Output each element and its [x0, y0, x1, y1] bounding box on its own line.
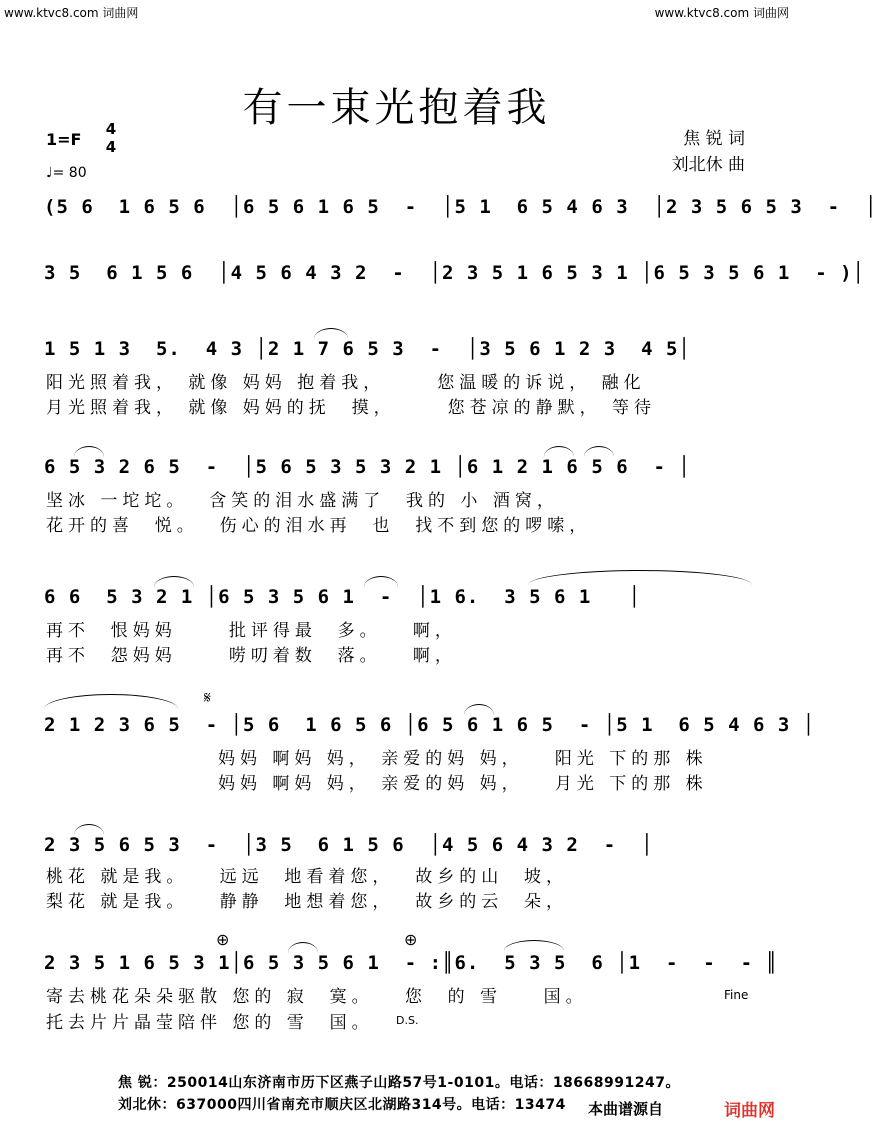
system-6	[44, 712, 816, 748]
lyrics-3-verse1: 阳光照着我， 就像 妈妈 抱着我， 您温暖的诉说， 融化	[46, 373, 646, 393]
lyrics-6-verse1: 妈妈 啊妈 妈， 亲爱的妈 妈， 阳光 下的那 株	[218, 749, 708, 769]
lyrics-7-verse1: 桃花 就是我。 远远 地看着您， 故乡的山 坡，	[46, 867, 569, 887]
segno-sign: 𝄋	[204, 688, 211, 707]
slur-long	[528, 570, 752, 585]
slur-long	[44, 694, 178, 709]
time-sig-top: 4	[105, 120, 117, 138]
composer-credit: 刘北休 曲	[671, 155, 745, 175]
notes-5: 6 6 5 3 2 1 │6 5 3 5 6 1 - │1 6. 3 5 6 1 │	[44, 586, 642, 608]
lyrics-8-verse2: 托去片片晶莹陪伴 您的 雪 国。	[46, 1013, 374, 1033]
lyricist-credit: 焦 锐 词	[683, 129, 745, 149]
lyrics-5-verse2: 再不 怨妈妈 唠叨着数 落。 啊，	[46, 646, 457, 666]
lyrics-5-verse1: 再不 恨妈妈 批评得最 多。 啊，	[46, 621, 457, 641]
lyrics-4-verse1: 坚冰 一坨坨。 含笑的泪水盛满了 我的 小 酒窝，	[46, 491, 559, 511]
key-signature: 1=F	[46, 130, 82, 149]
notes-6: 2 1 2 3 6 5 - │5 6 1 6 5 6 │6 5 6 1 6 5 - │5 1 6 5 4 6 3 │	[44, 714, 816, 736]
lyrics-7-verse2: 梨花 就是我。 静静 地想着您， 故乡的云 朵，	[46, 892, 569, 912]
time-signature	[104, 120, 118, 156]
system-3	[44, 336, 752, 372]
time-sig-bottom: 4	[105, 138, 117, 156]
notes-2: 3 5 6 1 5 6 │4 5 6 4 3 2 - │2 3 5 1 6 5 3 1 │6 5 3 5 6 1 - )│	[44, 262, 865, 284]
system-1	[44, 194, 877, 230]
lyrics-6-verse2: 妈妈 啊妈 妈， 亲爱的妈 妈， 月光 下的那 株	[218, 774, 708, 794]
notes-1: (5 6 1 6 5 6 │6 5 6 1 6 5 - │5 1 6 5 4 6 3 │2 3 5 6 5 3 - │	[44, 196, 877, 218]
coda-sign-2: ⊕	[404, 930, 418, 949]
notes-4: 6 5 3 2 6 5 - │5 6 5 3 5 3 2 1 │6 1 2 1 6 5 6 - │	[44, 456, 691, 478]
watermark-left: www.ktvc8.com 词曲网	[4, 6, 139, 20]
tempo-marking: ♩= 80	[46, 165, 87, 181]
watermark-right: www.ktvc8.com 词曲网	[654, 6, 789, 20]
song-title: 有一束光抱着我	[242, 85, 551, 131]
system-5	[44, 584, 752, 620]
lyrics-3-verse2: 月光照着我， 就像 妈妈的抚 摸， 您苍凉的静默， 等待	[46, 398, 657, 418]
fine-mark: Fine	[724, 988, 749, 1002]
notes-3: 1 5 1 3 5. 4 3 │2 1 7 6 5 3 - │3 5 6 1 2 3 4 5│	[44, 338, 691, 360]
source-note: 本曲谱源自	[588, 1100, 664, 1118]
notes-7: 2 3 5 6 5 3 - │3 5 6 1 5 6 │4 5 6 4 3 2 - │	[44, 834, 654, 856]
lyrics-8-verse1: 寄去桃花朵朵驱散 您的 寂 寞。 您 的 雪 国。	[46, 987, 588, 1007]
site-logo: 词曲网	[724, 1101, 775, 1121]
lyrics-4-verse2: 花开的喜 悦。 伤心的泪水再 也 找不到您的啰嗦，	[46, 516, 592, 536]
coda-sign-1: ⊕	[216, 930, 230, 949]
ds-mark: D.S.	[396, 1014, 419, 1027]
notes-8: 2 3 5 1 6 5 3 1│6 5 3 5 6 1 - :║6. 5 3 5 6 │1 - - - ║	[44, 952, 778, 974]
system-8	[44, 950, 778, 986]
footer-contact-1: 焦 锐：250014山东济南市历下区燕子山路57号1-0101。电话：18668991247。	[118, 1075, 680, 1091]
system-2	[44, 260, 865, 296]
system-4	[44, 454, 752, 490]
footer-contact-2: 刘北休：637000四川省南充市顺庆区北湖路314号。电话：13474	[118, 1097, 566, 1113]
